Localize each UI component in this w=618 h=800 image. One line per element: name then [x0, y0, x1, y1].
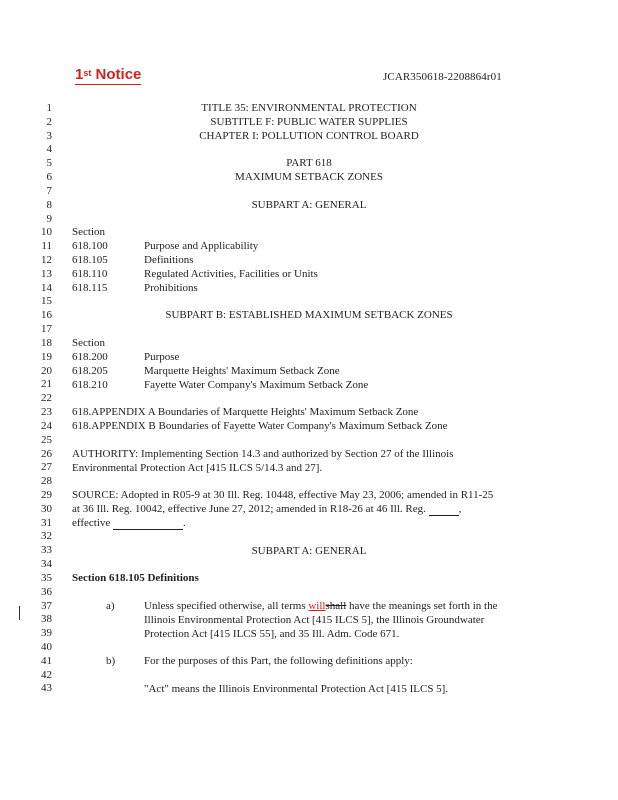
- para-b-marker: b): [106, 655, 116, 667]
- toc-b-heading: Section: [72, 337, 105, 349]
- line-number: 3: [46, 129, 52, 142]
- inserted-text: will: [308, 600, 326, 612]
- part-name: MAXIMUM SETBACK ZONES: [235, 171, 383, 183]
- para-a-line-2: Illinois Environmental Protection Act [415 ILCS 5], the Illinois Groundwater: [144, 614, 485, 626]
- line-number: 19: [41, 350, 52, 363]
- line-number: 36: [41, 585, 52, 598]
- line-number: 33: [41, 544, 52, 557]
- para-a-line-1: Unless specified otherwise, all terms willshall have the meanings set forth in the: [144, 600, 498, 612]
- subpart-b-heading: SUBPART B: ESTABLISHED MAXIMUM SETBACK ZONES: [165, 309, 453, 321]
- line-number: 37: [41, 599, 52, 612]
- line-number: 42: [41, 668, 52, 681]
- title-line-3: CHAPTER I: POLLUTION CONTROL BOARD: [199, 130, 419, 142]
- line-number: 2: [46, 115, 52, 128]
- toc-a-item: 618.115 Prohibitions: [72, 282, 198, 294]
- line-number: 28: [41, 475, 52, 488]
- line-number: 7: [46, 184, 52, 197]
- line-number: 29: [41, 488, 52, 501]
- line-number: 32: [41, 530, 52, 543]
- line-number: 10: [41, 226, 52, 239]
- section-heading: Section 618.105 Definitions: [72, 572, 199, 584]
- line-number: 26: [41, 447, 52, 460]
- line-number: 21: [41, 378, 52, 391]
- blank-volume: [429, 504, 459, 516]
- line-number: 9: [46, 212, 52, 225]
- line-number: 6: [46, 171, 52, 184]
- source-line-1: SOURCE: Adopted in R05-9 at 30 Ill. Reg. 10448, effective May 23, 2006; amended in R11-25: [72, 489, 494, 501]
- appendix-b: 618.APPENDIX B Boundaries of Fayette Water Company's Maximum Setback Zone: [72, 420, 448, 432]
- line-number: 25: [41, 433, 52, 446]
- line-number: 40: [41, 640, 52, 653]
- para-a-marker: a): [106, 600, 115, 612]
- title-line-1: TITLE 35: ENVIRONMENTAL PROTECTION: [201, 102, 417, 114]
- notice-label: 1st Notice: [75, 66, 142, 83]
- toc-a-heading: Section: [72, 226, 105, 238]
- appendix-a: 618.APPENDIX A Boundaries of Marquette Heights' Maximum Setback Zone: [72, 406, 419, 418]
- title-line-2: SUBTITLE F: PUBLIC WATER SUPPLIES: [210, 116, 408, 128]
- line-number: 8: [46, 198, 52, 211]
- line-number: 12: [41, 254, 52, 267]
- toc-b-item: 618.205 Marquette Heights' Maximum Setback Zone: [72, 365, 340, 377]
- subpart-a-repeat: SUBPART A: GENERAL: [251, 545, 367, 557]
- authority-line-1: AUTHORITY: Implementing Section 14.3 and authorized by Section 27 of the Illinois: [72, 448, 454, 460]
- line-number: 13: [41, 267, 52, 280]
- toc-b-item: 618.200 Purpose: [72, 351, 180, 363]
- toc-a-item: 618.110 Regulated Activities, Facilities or Units: [72, 268, 318, 280]
- line-number: 35: [41, 571, 52, 584]
- line-number: 23: [41, 406, 52, 419]
- toc-a-item: 618.105 Definitions: [72, 254, 194, 266]
- part-number: PART 618: [286, 157, 332, 169]
- line-number: 41: [41, 654, 52, 667]
- line-number: 27: [41, 461, 52, 474]
- line-number: 16: [41, 309, 52, 322]
- para-a-line-3: Protection Act [415 ILCS 55], and 35 Ill. Adm. Code 671.: [144, 628, 400, 640]
- line-number: 4: [46, 143, 52, 156]
- toc-b-item: 618.210 Fayette Water Company's Maximum Setback Zone: [72, 379, 369, 391]
- line-number: 5: [46, 157, 52, 170]
- line-number: 15: [41, 295, 52, 308]
- para-b-line-1: For the purposes of this Part, the following definitions apply:: [144, 655, 413, 667]
- line-number: 31: [41, 516, 52, 529]
- line-number: 43: [41, 682, 52, 695]
- line-number: 24: [41, 419, 52, 432]
- line-number: 22: [41, 392, 52, 405]
- source-line-3: effective .: [72, 517, 186, 529]
- document-id: JCAR350618-2208864r01: [383, 71, 502, 83]
- line-number: 34: [41, 558, 52, 571]
- toc-a-item: 618.100 Purpose and Applicability: [72, 240, 259, 252]
- definition-act: "Act" means the Illinois Environmental Protection Act [415 ILCS 5].: [144, 683, 449, 695]
- deleted-text: shall: [325, 600, 347, 612]
- line-number: 17: [41, 323, 52, 336]
- line-number: 1: [46, 102, 52, 114]
- line-number: 11: [41, 240, 52, 253]
- line-number: 18: [41, 336, 52, 349]
- blank-effective-date: [113, 518, 183, 530]
- line-number: 30: [41, 502, 52, 515]
- line-number: 38: [41, 613, 52, 626]
- line-number: 39: [41, 627, 52, 640]
- line-number: 20: [41, 364, 52, 377]
- source-line-2: at 36 Ill. Reg. 10042, effective June 27, 2012; amended in R18-26 at 46 Ill. Reg. ,: [72, 503, 462, 515]
- subpart-a-heading: SUBPART A: GENERAL: [251, 199, 367, 211]
- line-number: 14: [41, 281, 52, 294]
- authority-line-2: Environmental Protection Act [415 ILCS 5/14.3 and 27].: [72, 462, 323, 474]
